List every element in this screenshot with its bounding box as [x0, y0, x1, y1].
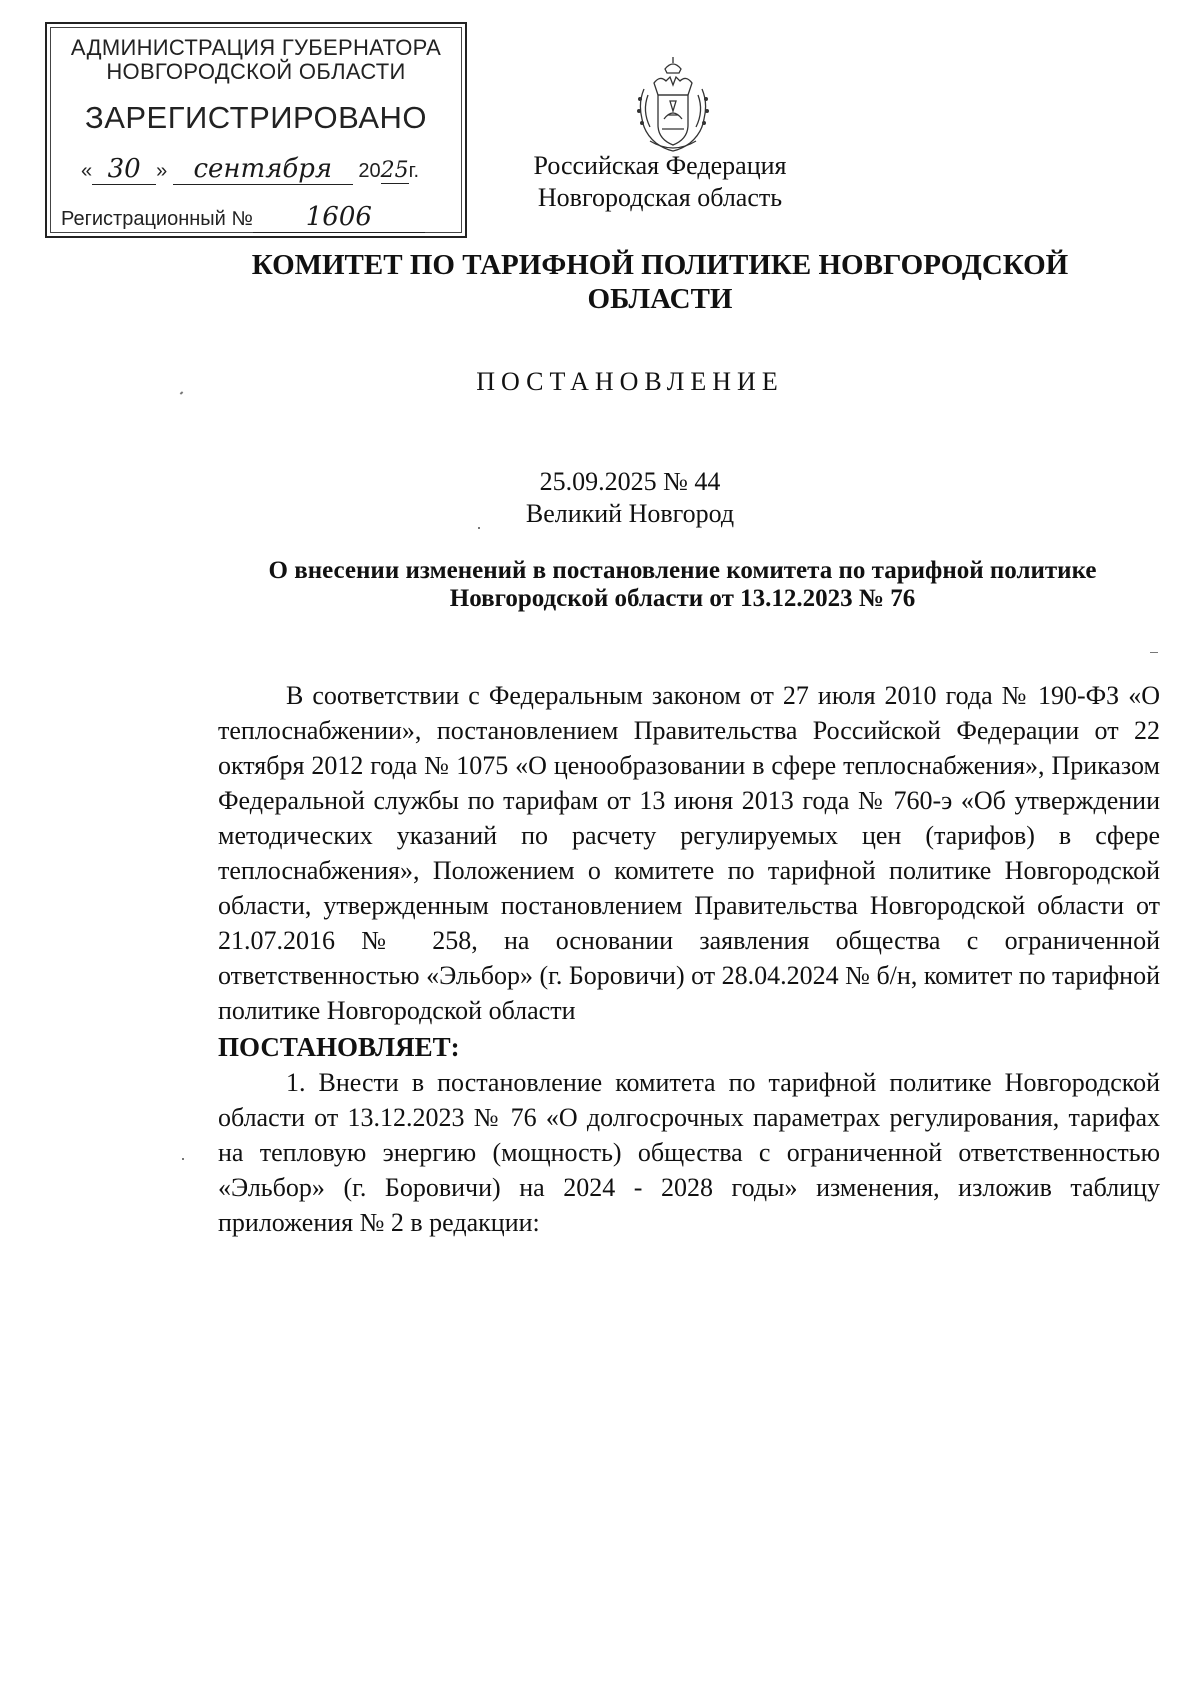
preamble-paragraph: В соответствии с Федеральным законом от 27 июля 2010 года № 190-ФЗ «О теплоснабжении», постановлением Правительства Российской Федерации от 22 октября 2012 года № 1075 «О ценообразовании в сфере теплоснабжения», Приказом Федеральной службы по тарифам от 13 июня 2013 года № 760-э «Об утверждении методических указаний по расчету регулируемых цен (тарифов) в сфере теплоснабжения», Положением о комитете по тарифной политике Новгородской области, утвержденным постановлением Правительства Новгородской области от 21.07.2016 № 258, на основании заявления общества с ограниченной ответственностью «Эльбор» (г. Боровичи) от 28.04.2024 № б/н, комитет по тарифной политике Новгородской области	[218, 681, 1160, 1025]
document-date-number-block	[430, 466, 830, 530]
country-region-block	[500, 150, 820, 214]
document-body	[218, 678, 1160, 1240]
stamp-reg-number: 1606	[253, 202, 425, 233]
committee-title: КОМИТЕТ ПО ТАРИФНОЙ ПОЛИТИКЕ НОВГОРОДСКОЙ ОБЛАСТИ	[251, 249, 1069, 315]
region-name: Новгородская область	[537, 183, 783, 212]
stamp-date-day: 30	[92, 154, 156, 185]
scan-speck	[180, 391, 184, 394]
stamp-date-year-suffix: 25	[380, 158, 409, 183]
stamp-date: « 30 » сентября 2025г.	[81, 154, 420, 184]
resolves-heading: ПОСТАНОВЛЯЕТ:	[218, 1032, 460, 1062]
stamp-reg-number-line	[61, 202, 425, 233]
scan-speck	[182, 1158, 184, 1160]
stamp-date-month: сентября	[173, 154, 353, 185]
stamp-reg-number-label: Регистрационный №	[61, 208, 253, 230]
stamp-date-year-prefix: 20	[358, 160, 381, 182]
item-1-paragraph: 1. Внести в постановление комитета по тарифной политике Новгородской области от 13.12.2023 № 76 «О долгосрочных параметрах регулирования, тарифах на тепловую энергию (мощность) общества с ограниченной ответственностью «Эльбор» (г. Боровичи) на 2024 - 2028 годы» изменения, изложив таблицу приложения № 2 в редакции:	[218, 1068, 1160, 1237]
scan-speck	[1150, 652, 1158, 653]
scan-speck	[478, 527, 480, 529]
stamp-organization	[47, 36, 465, 84]
stamp-date-year-unit: г.	[408, 160, 420, 182]
registration-stamp	[45, 22, 467, 238]
document-date-number: 25.09.2025 № 44	[539, 467, 721, 496]
stamp-org-line1: АДМИНИСТРАЦИЯ ГУБЕРНАТОРА	[70, 35, 442, 60]
coat-of-arms-icon	[630, 55, 716, 155]
country-name: Российская Федерация	[533, 151, 787, 180]
document-subject: О внесении изменений в постановление комитета по тарифной политике Новгородской области от 13.12.2023 № 76	[268, 557, 1097, 612]
document-city: Великий Новгород	[525, 499, 735, 528]
stamp-org-line2: НОВГОРОДСКОЙ ОБЛАСТИ	[106, 59, 406, 84]
stamp-registered-label: ЗАРЕГИСТРИРОВАНО	[84, 100, 427, 135]
document-type: ПОСТАНОВЛЕНИЕ	[476, 367, 784, 396]
